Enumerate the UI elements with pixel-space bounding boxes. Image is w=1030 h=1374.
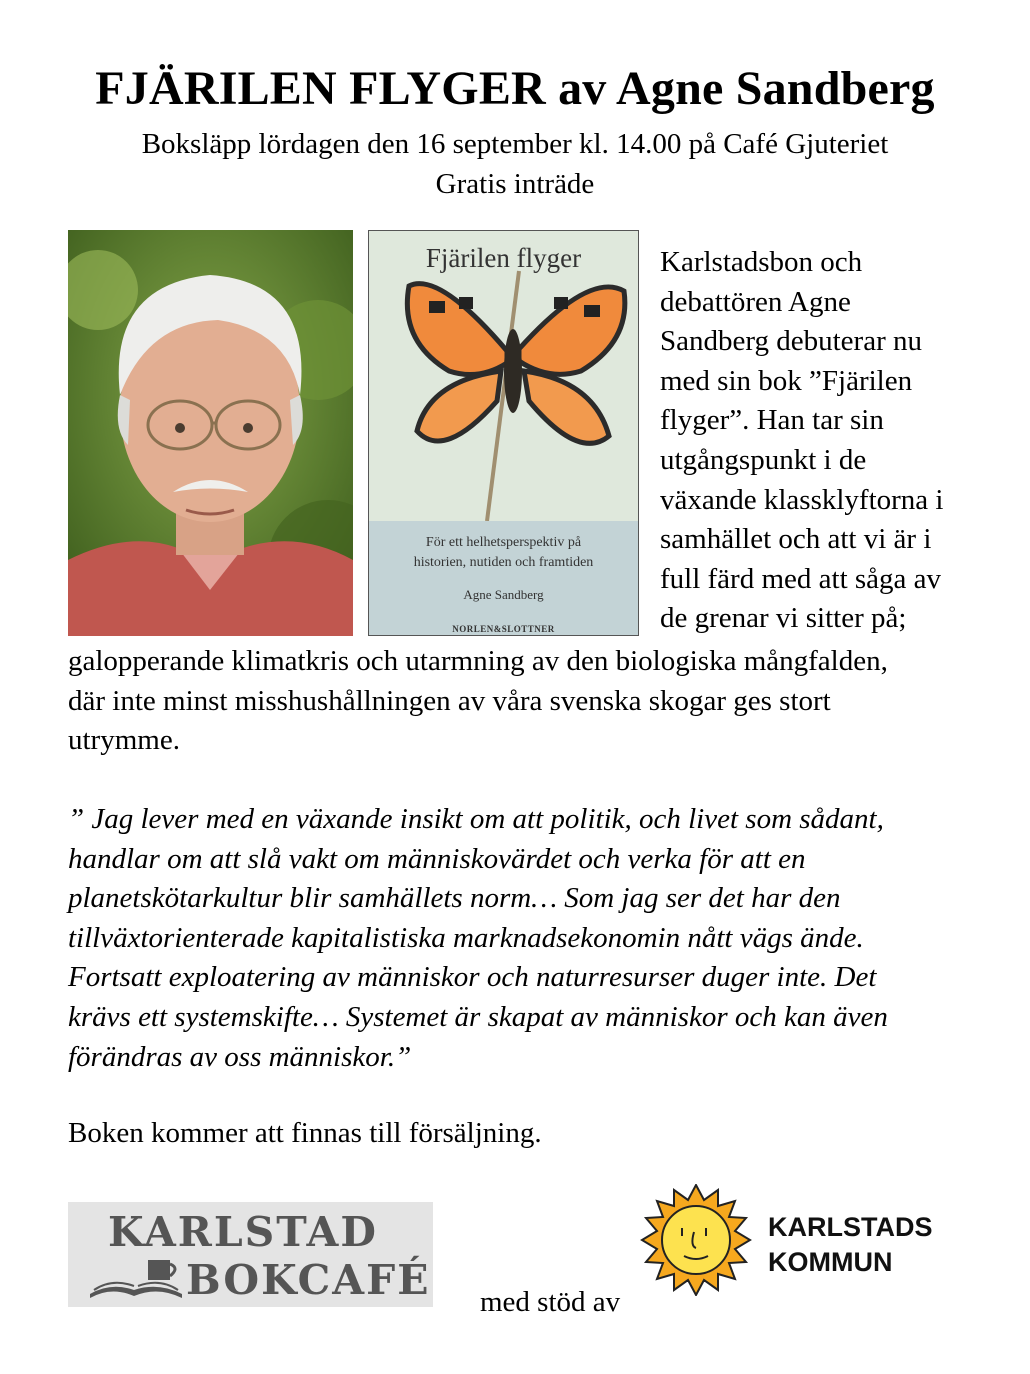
bokcafe-logo-line2: BOKCAFÉ xyxy=(186,1256,431,1304)
cover-footer xyxy=(369,521,638,636)
karlstad-bokcafe-logo xyxy=(68,1202,433,1307)
text-line: med sin bok ”Fjärilen xyxy=(660,364,913,397)
text-line: där inte minst misshushållningen av våra svenska skogar ges stort xyxy=(68,684,831,717)
cover-author: Agne Sandberg xyxy=(463,587,544,602)
quote-line: planetskötarkultur blir samhällets norm… Som jag ser det har den xyxy=(68,882,841,915)
quote-line: ” Jag lever med en växande insikt om att politik, och livet som sådant, xyxy=(68,803,884,835)
text-line: de grenar vi sitter på; xyxy=(660,602,907,635)
kommun-line2: KOMMUN xyxy=(768,1247,893,1277)
quote-line: tillväxtorienterade kapitalistiska marknadsekonomin nått vägs ände. xyxy=(68,921,864,954)
text-line: utgångspunkt i de xyxy=(660,443,867,476)
sale-note: Boken kommer att finnas till försäljning. xyxy=(68,1117,542,1149)
author-photo xyxy=(68,230,353,636)
support-text: med stöd av xyxy=(480,1286,621,1318)
event-date-line: Boksläpp lördagen den 16 september kl. 14.00 på Café Gjuteriet xyxy=(141,128,889,160)
text-line: utrymme. xyxy=(68,724,180,757)
book-cover xyxy=(368,230,639,636)
text-line: samhället och att vi är i xyxy=(660,523,932,556)
karlstads-kommun-logo-text xyxy=(768,1210,933,1280)
kommun-line1: KARLSTADS xyxy=(768,1212,933,1242)
intro-continued-text xyxy=(68,642,988,761)
bokcafe-logo-line1: KARLSTAD xyxy=(108,1208,378,1256)
poster-title: FJÄRILEN FLYGER av Agne Sandberg xyxy=(95,62,935,115)
author-quote xyxy=(68,800,988,1077)
quote-line: Fortsatt exploatering av människor och naturresurser duger inte. Det xyxy=(68,961,877,994)
quote-line: handlar om att slå vakt om människovärdet och verka för att en xyxy=(68,842,806,875)
cover-publisher: NORLEN&SLOTTNER xyxy=(452,624,555,634)
intro-side-text xyxy=(660,243,990,639)
cover-title: Fjärilen flyger xyxy=(425,243,582,273)
text-line: galopperande klimatkris och utarmning av den biologiska mångfalden, xyxy=(68,645,888,677)
text-line: Sandberg debuterar nu xyxy=(660,325,922,358)
karlstads-kommun-sun-icon xyxy=(640,1184,752,1296)
cover-subtitle-1: För ett helhetsperspektiv på xyxy=(425,535,582,550)
cover-subtitle-2: historien, nutiden och framtiden xyxy=(413,555,594,570)
text-line: debattören Agne xyxy=(660,285,851,318)
text-line: flyger”. Han tar sin xyxy=(660,404,884,437)
open-book-cup-icon xyxy=(86,1254,186,1304)
admission-line: Gratis inträde xyxy=(435,168,595,200)
text-line: full färd med att såga av xyxy=(660,562,942,595)
quote-line: krävs ett systemskifte… Systemet är skapat av människor och kan även xyxy=(68,1000,888,1033)
event-info xyxy=(0,124,1030,204)
quote-line: förändras av oss människor.” xyxy=(68,1040,412,1073)
text-line: växande klassklyftorna i xyxy=(660,483,944,516)
text-line: Karlstadsbon och xyxy=(660,246,863,278)
